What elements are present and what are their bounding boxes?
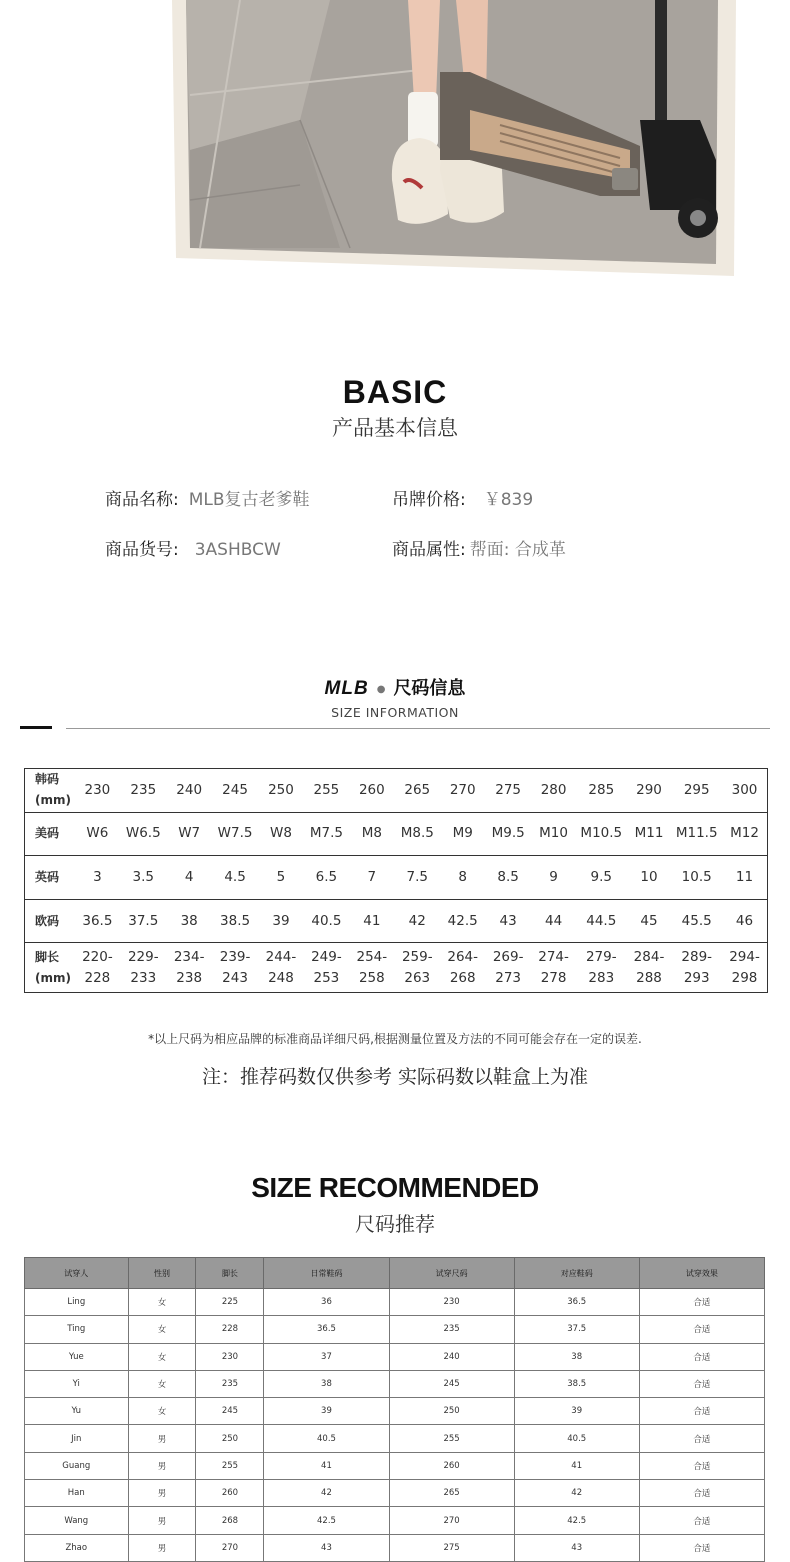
size-chart-cell: 240 bbox=[176, 781, 203, 798]
size-chart-cell: 10 bbox=[640, 868, 658, 885]
recommended-cell: 42.5 bbox=[264, 1507, 389, 1534]
size-chart-row-header: 英码 bbox=[35, 869, 60, 884]
size-chart-cell: 44.5 bbox=[586, 912, 617, 929]
size-chart-cell: 7 bbox=[367, 868, 377, 885]
size-chart-cell: W6 bbox=[86, 825, 109, 842]
size-chart-cell: 39 bbox=[272, 912, 290, 929]
size-chart-cell: 244- 248 bbox=[265, 948, 297, 986]
size-chart-cell: M9 bbox=[452, 825, 473, 842]
recommended-cell: Guang bbox=[25, 1452, 129, 1479]
size-chart-cell: 270 bbox=[449, 781, 476, 798]
recommended-cell: 男 bbox=[128, 1452, 196, 1479]
size-chart-cell: 8 bbox=[458, 868, 467, 885]
size-info-header bbox=[0, 674, 790, 700]
size-chart-cell: M12 bbox=[730, 825, 759, 842]
size-chart-cell: 10.5 bbox=[681, 868, 712, 885]
recommended-cell: Yu bbox=[25, 1398, 129, 1425]
size-chart-cell: 289- 293 bbox=[681, 948, 713, 986]
recommended-cell: 42 bbox=[264, 1480, 389, 1507]
recommended-cell: 38 bbox=[514, 1343, 639, 1370]
recommended-cell: 合适 bbox=[639, 1452, 764, 1479]
size-chart-cell: W7 bbox=[178, 825, 201, 842]
recommended-cell: 36.5 bbox=[514, 1289, 639, 1316]
size-chart-cell: 37.5 bbox=[128, 912, 159, 929]
product-name-label: 商品名称: bbox=[105, 490, 179, 510]
size-chart-cell: W8 bbox=[269, 825, 292, 842]
recommended-cell: 260 bbox=[389, 1452, 514, 1479]
size-chart-cell: 245 bbox=[222, 781, 248, 798]
size-chart-cell: 5 bbox=[276, 868, 286, 885]
recommended-column-header: 试穿人 bbox=[25, 1258, 129, 1289]
size-chart-row bbox=[25, 943, 768, 993]
size-chart-cell: 41 bbox=[363, 912, 381, 929]
recommended-cell: Yi bbox=[25, 1370, 129, 1397]
recommended-column-header: 脚长 bbox=[196, 1258, 264, 1289]
attribute-label: 商品属性: bbox=[392, 540, 466, 560]
recommended-cell: 合适 bbox=[639, 1534, 764, 1561]
size-disclaimer: *以上尺码为相应品牌的标准商品详细尺码,根据测量位置及方法的不同可能会存在一定的误差. bbox=[148, 1032, 642, 1046]
size-chart-row-header: 韩码 (mm) bbox=[35, 772, 71, 808]
recommended-cell: Ling bbox=[25, 1289, 129, 1316]
recommended-cell: 合适 bbox=[639, 1398, 764, 1425]
recommended-cell: 37 bbox=[264, 1343, 389, 1370]
recommended-table bbox=[24, 1257, 765, 1562]
recommended-cell: 240 bbox=[389, 1343, 514, 1370]
size-chart-cell: 45 bbox=[640, 912, 658, 929]
size-chart-cell: 254- 258 bbox=[356, 948, 388, 986]
size-chart-cell: 265 bbox=[404, 781, 431, 798]
recommended-cell: 228 bbox=[196, 1316, 264, 1343]
recommended-cell: 女 bbox=[128, 1316, 196, 1343]
recommended-cell: 36.5 bbox=[264, 1316, 389, 1343]
sku-row bbox=[105, 535, 281, 560]
tag-price-value: ￥839 bbox=[483, 490, 534, 510]
dot-separator: ● bbox=[376, 683, 386, 695]
recommended-header-row bbox=[25, 1258, 765, 1289]
size-chart-cell: 3.5 bbox=[132, 868, 155, 885]
size-chart-cell: M11.5 bbox=[675, 825, 718, 842]
recommended-column-header: 日常鞋码 bbox=[264, 1258, 389, 1289]
size-chart-cell: 234- 238 bbox=[173, 948, 205, 986]
size-chart-cell: 279- 283 bbox=[585, 948, 617, 986]
basic-title: BASIC bbox=[342, 374, 448, 410]
recommended-cell: 255 bbox=[389, 1425, 514, 1452]
size-chart-cell: 294- 298 bbox=[729, 948, 760, 986]
recommended-cell: 40.5 bbox=[514, 1425, 639, 1452]
size-chart-cell: 235 bbox=[130, 781, 157, 798]
size-chart-cell: 290 bbox=[636, 781, 662, 798]
recommended-cell: 42 bbox=[514, 1480, 639, 1507]
size-chart-cell: 274- 278 bbox=[538, 948, 569, 986]
recommended-row bbox=[25, 1452, 765, 1479]
size-chart-cell: 7.5 bbox=[406, 868, 428, 885]
size-chart-row bbox=[25, 812, 768, 856]
recommended-cell: 女 bbox=[128, 1289, 196, 1316]
size-chart-cell: M8.5 bbox=[400, 825, 434, 842]
size-chart-cell: 284- 288 bbox=[633, 948, 665, 986]
recommended-column-header: 对应鞋码 bbox=[514, 1258, 639, 1289]
recommended-cell: 260 bbox=[196, 1480, 264, 1507]
recommended-cell: 270 bbox=[389, 1507, 514, 1534]
recommended-row bbox=[25, 1534, 765, 1561]
recommended-cell: Yue bbox=[25, 1343, 129, 1370]
recommended-cell: 40.5 bbox=[264, 1425, 389, 1452]
size-chart-cell: 38.5 bbox=[220, 912, 251, 929]
recommended-cell: 女 bbox=[128, 1370, 196, 1397]
size-chart-cell: 45.5 bbox=[681, 912, 712, 929]
recommended-cell: 43 bbox=[264, 1534, 389, 1561]
recommended-cell: 250 bbox=[196, 1425, 264, 1452]
recommended-cell: 合适 bbox=[639, 1370, 764, 1397]
size-chart-cell: 8.5 bbox=[497, 868, 519, 885]
sku-label: 商品货号: bbox=[105, 540, 179, 560]
size-chart-cell: M8 bbox=[361, 825, 382, 842]
recommended-row bbox=[25, 1507, 765, 1534]
size-chart-cell: M7.5 bbox=[309, 825, 343, 842]
size-chart-cell: 229- 233 bbox=[127, 948, 159, 986]
recommended-row bbox=[25, 1425, 765, 1452]
recommend-note: 注：推荐码数仅供参考 实际码数以鞋盒上为准 bbox=[201, 1066, 589, 1088]
recommended-cell: 250 bbox=[389, 1398, 514, 1425]
recommended-cell: Han bbox=[25, 1480, 129, 1507]
size-chart-cell: 230 bbox=[84, 781, 111, 798]
divider-accent bbox=[20, 726, 52, 729]
mlb-logo: MLB bbox=[324, 678, 369, 699]
recommended-cell: 225 bbox=[196, 1289, 264, 1316]
size-chart-row-header: 脚长 (mm) bbox=[35, 949, 71, 985]
size-chart-row-header: 欧码 bbox=[35, 913, 60, 928]
size-chart-cell: 4 bbox=[184, 868, 194, 885]
recommended-cell: 245 bbox=[196, 1398, 264, 1425]
recommended-column-header: 性别 bbox=[128, 1258, 196, 1289]
size-chart-cell: 259- 263 bbox=[401, 948, 433, 986]
size-chart-row bbox=[25, 856, 768, 900]
attribute-row bbox=[392, 535, 566, 560]
recommended-cell: 39 bbox=[264, 1398, 389, 1425]
size-chart-cell: 9.5 bbox=[590, 868, 613, 885]
size-chart-cell: 260 bbox=[358, 781, 385, 798]
recommended-cell: 38.5 bbox=[514, 1370, 639, 1397]
size-chart-cell: 269- 273 bbox=[492, 948, 524, 986]
product-name-value: MLB复古老爹鞋 bbox=[188, 490, 310, 510]
size-chart-cell: 280 bbox=[540, 781, 567, 798]
size-chart-cell: 38 bbox=[180, 912, 198, 929]
recommended-row bbox=[25, 1370, 765, 1397]
recommended-cell: 37.5 bbox=[514, 1316, 639, 1343]
size-chart-row bbox=[25, 899, 768, 943]
size-chart-cell: 264- 268 bbox=[447, 948, 479, 986]
size-chart-cell: 300 bbox=[731, 781, 758, 798]
recommended-cell: 合适 bbox=[639, 1343, 764, 1370]
size-chart-cell: 249- 253 bbox=[311, 948, 342, 986]
recommended-cell: 合适 bbox=[639, 1507, 764, 1534]
size-chart-cell: 9 bbox=[549, 868, 558, 885]
recommended-cell: 230 bbox=[196, 1343, 264, 1370]
size-chart-cell: 4.5 bbox=[224, 868, 246, 885]
recommended-cell: 270 bbox=[196, 1534, 264, 1561]
recommended-cell: Ting bbox=[25, 1316, 129, 1343]
size-chart-cell: 285 bbox=[588, 781, 615, 798]
product-photo bbox=[0, 0, 790, 300]
recommended-cell: 268 bbox=[196, 1507, 264, 1534]
recommended-cell: 230 bbox=[389, 1289, 514, 1316]
recommended-cell: 41 bbox=[514, 1452, 639, 1479]
recommended-cell: 235 bbox=[196, 1370, 264, 1397]
size-info-title: 尺码信息 bbox=[393, 678, 466, 699]
recommended-title: SIZE RECOMMENDED bbox=[251, 1172, 539, 1203]
size-chart-cell: M11 bbox=[634, 825, 664, 842]
size-chart-cell: 250 bbox=[268, 781, 294, 798]
recommended-cell: 245 bbox=[389, 1370, 514, 1397]
size-chart-cell: 220- 228 bbox=[82, 948, 113, 986]
recommended-cell: Jin bbox=[25, 1425, 129, 1452]
size-chart-cell: 36.5 bbox=[82, 912, 113, 929]
recommended-cell: 男 bbox=[128, 1425, 196, 1452]
size-chart-table bbox=[24, 768, 768, 993]
recommended-cell: 合适 bbox=[639, 1316, 764, 1343]
size-chart-cell: 3 bbox=[93, 868, 102, 885]
size-chart-cell: 42.5 bbox=[447, 912, 478, 929]
tag-price-row bbox=[392, 485, 533, 510]
recommended-cell: 男 bbox=[128, 1480, 196, 1507]
recommended-row bbox=[25, 1343, 765, 1370]
recommended-cell: 合适 bbox=[639, 1480, 764, 1507]
size-chart-cell: 44 bbox=[544, 912, 563, 929]
size-chart-row-header: 美码 bbox=[35, 826, 60, 841]
product-name-row bbox=[105, 485, 310, 510]
size-chart-cell: 255 bbox=[313, 781, 340, 798]
size-chart-row bbox=[25, 769, 768, 813]
size-chart-cell: M9.5 bbox=[491, 825, 525, 842]
size-chart-cell: 275 bbox=[495, 781, 522, 798]
recommended-cell: 女 bbox=[128, 1343, 196, 1370]
recommended-cell: 男 bbox=[128, 1507, 196, 1534]
recommended-cell: 42.5 bbox=[514, 1507, 639, 1534]
size-chart-cell: 43 bbox=[499, 912, 517, 929]
recommended-row bbox=[25, 1480, 765, 1507]
size-chart-cell: W6.5 bbox=[125, 825, 161, 842]
recommended-row bbox=[25, 1316, 765, 1343]
recommended-cell: 39 bbox=[514, 1398, 639, 1425]
recommended-row bbox=[25, 1398, 765, 1425]
size-chart-cell: M10 bbox=[539, 825, 568, 842]
basic-subtitle: 产品基本信息 bbox=[332, 416, 458, 440]
size-chart-cell: 46 bbox=[735, 912, 754, 929]
recommended-row bbox=[25, 1289, 765, 1316]
recommended-cell: 235 bbox=[389, 1316, 514, 1343]
size-chart-cell: 295 bbox=[683, 781, 710, 798]
divider-line bbox=[66, 728, 770, 729]
recommended-cell: Zhao bbox=[25, 1534, 129, 1561]
recommended-cell: 38 bbox=[264, 1370, 389, 1397]
recommended-cell: 265 bbox=[389, 1480, 514, 1507]
size-chart-cell: M10.5 bbox=[580, 825, 623, 842]
recommended-cell: 合适 bbox=[639, 1289, 764, 1316]
tag-price-label: 吊牌价格: bbox=[392, 490, 466, 510]
recommended-cell: 275 bbox=[389, 1534, 514, 1561]
recommended-cell: Wang bbox=[25, 1507, 129, 1534]
recommended-cell: 41 bbox=[264, 1452, 389, 1479]
attribute-value: 帮面: 合成革 bbox=[469, 540, 566, 560]
size-chart-cell: 40.5 bbox=[311, 912, 342, 929]
recommended-column-header: 试穿效果 bbox=[639, 1258, 764, 1289]
recommended-column-header: 试穿尺码 bbox=[389, 1258, 514, 1289]
recommended-subtitle: 尺码推荐 bbox=[355, 1212, 435, 1236]
size-info-subtitle: SIZE INFORMATION bbox=[331, 705, 459, 720]
recommended-cell: 男 bbox=[128, 1534, 196, 1561]
size-chart-cell: 239- 243 bbox=[219, 948, 251, 986]
size-chart-cell: 42 bbox=[408, 912, 426, 929]
size-chart-cell: 6.5 bbox=[315, 868, 338, 885]
recommended-cell: 合适 bbox=[639, 1425, 764, 1452]
size-chart-cell: 11 bbox=[735, 868, 754, 885]
recommended-cell: 36 bbox=[264, 1289, 389, 1316]
sku-value: 3ASHBCW bbox=[194, 540, 281, 560]
recommended-cell: 255 bbox=[196, 1452, 264, 1479]
size-chart-cell: W7.5 bbox=[217, 825, 253, 842]
recommended-cell: 43 bbox=[514, 1534, 639, 1561]
recommended-cell: 女 bbox=[128, 1398, 196, 1425]
